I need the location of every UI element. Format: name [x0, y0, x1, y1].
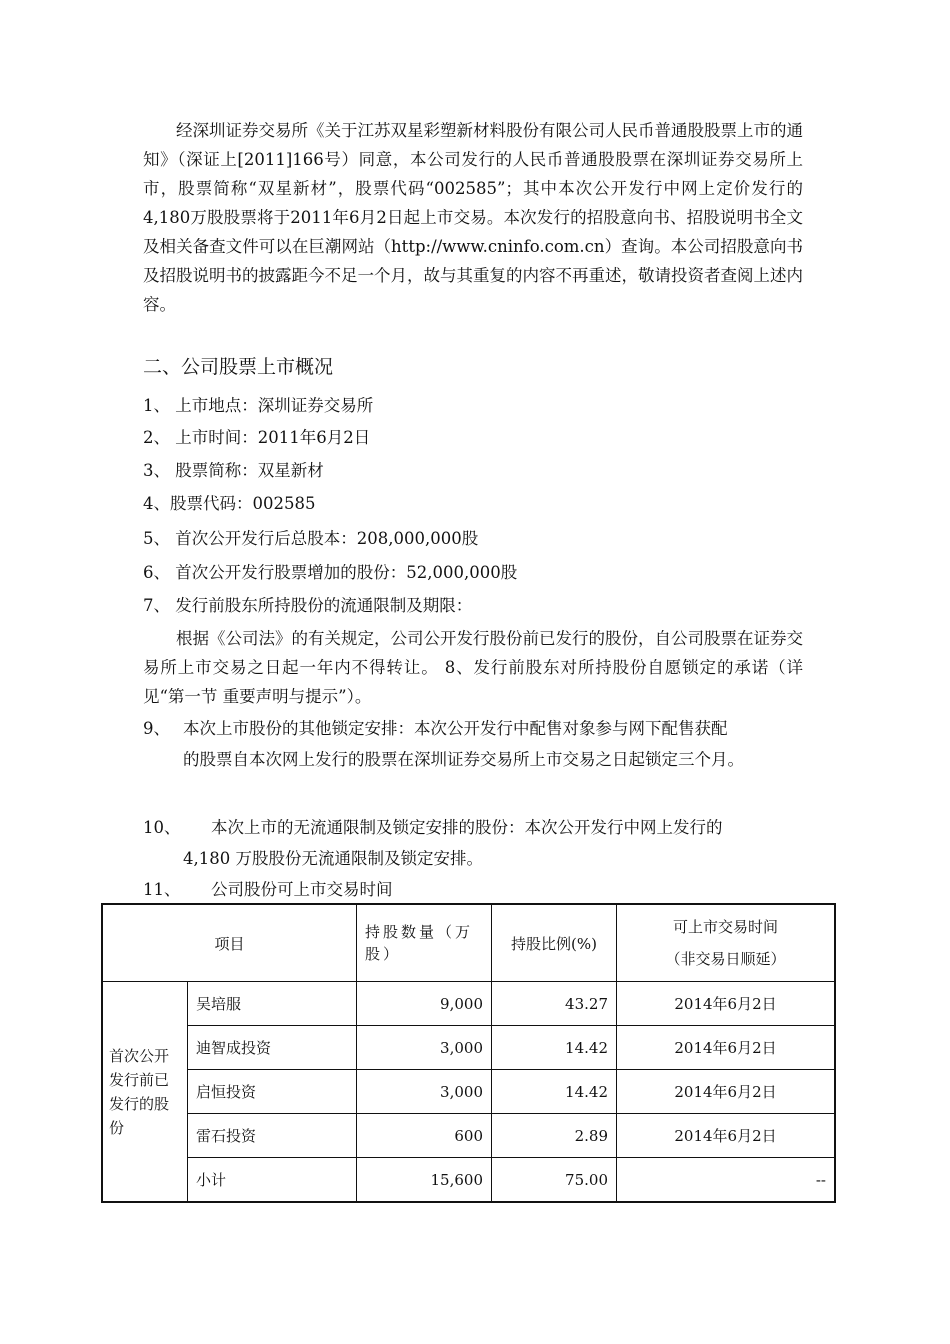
header-time-line1: 可上市交易时间: [672, 918, 778, 936]
item-text: 本次上市的无流通限制及锁定安排的股份：本次公开发行中网上发行的: [211, 818, 723, 837]
intro-paragraph: 经深圳证券交易所《关于江苏双星彩塑新材料股份有限公司人民币普通股股票上市的通知》（深证上[2011]166号）同意，本公司发行的人民币普通股股票在深圳证券交易所上市，股票简称“双星新材”，股票代码“002585”；其中本次公开发行中网上定价发行的4,180万股股票将于2011年6月2日起上市交易。本次发行的招股意向书、招股说明书全文及相关备查文件可以在巨潮网站（http://www.cninfo.com.cn）查询。本公司招股意向书及招股说明书的披露距今不足一个月，故与其重复的内容不再重述，敬请投资者查阅上述内容。: [143, 121, 803, 314]
holder-name: 启恒投资: [188, 1070, 357, 1114]
list-item-tradable-time: [143, 876, 393, 904]
list-item-new-shares: 6、 首次公开发行股票增加的股份：52,000,000股: [143, 563, 518, 582]
list-item-lockup-heading: 7、 发行前股东所持股份的流通限制及期限：: [143, 596, 473, 615]
holder-quantity: 3,000: [357, 1070, 492, 1114]
section-title: 二、公司股票上市概况: [143, 356, 334, 378]
header-percentage: 持股比例(%): [492, 904, 617, 982]
list-item-listing-date: 2、 上市时间：2011年6月2日: [143, 428, 371, 447]
holder-tradable-time: 2014年6月2日: [617, 1026, 836, 1070]
table-row: [102, 1026, 835, 1070]
holder-tradable-time: 2014年6月2日: [617, 1070, 836, 1114]
list-item-stock-abbr: 3、 股票简称：双星新材: [143, 461, 324, 480]
subtotal-quantity: 15,600: [357, 1158, 492, 1203]
holder-percentage: 14.42: [492, 1026, 617, 1070]
holder-name: 迪智成投资: [188, 1026, 357, 1070]
list-item-other-lockup: [143, 715, 728, 743]
list-item-unrestricted-shares: [143, 814, 723, 842]
list-item-total-capital: 5、 首次公开发行后总股本：208,000,000股: [143, 529, 479, 548]
subtotal-percentage: 75.00: [492, 1158, 617, 1203]
holder-percentage: 2.89: [492, 1114, 617, 1158]
lockup-paragraph: 根据《公司法》的有关规定，公司公开发行股份前已发行的股份，自公司股票在证券交易所上市交易之日起一年内不得转让。 8、发行前股东对所持股份自愿锁定的承诺（详见“第一节 重要声明与提示”）。: [143, 629, 803, 706]
header-time-line2: （非交易日顺延）: [665, 950, 786, 968]
item-text: 本次上市股份的其他锁定安排：本次公开发行中配售对象参与网下配售获配: [183, 719, 728, 738]
list-item-stock-code: 4、股票代码：002585: [143, 494, 316, 513]
table-row: [102, 1114, 835, 1158]
table-row: [102, 1070, 835, 1114]
item-number: 11、: [143, 880, 181, 899]
holder-tradable-time: 2014年6月2日: [617, 1114, 836, 1158]
item-text: 公司股份可上市交易时间: [211, 880, 393, 899]
subtotal-tradable-time: --: [617, 1158, 836, 1203]
holder-quantity: 9,000: [357, 982, 492, 1026]
header-quantity: 持股数量（万股）: [357, 904, 492, 982]
holder-quantity: 3,000: [357, 1026, 492, 1070]
holder-quantity: 600: [357, 1114, 492, 1158]
header-tradable-time: [617, 904, 836, 982]
list-item-unrestricted-shares-cont: 4,180 万股股份无流通限制及锁定安排。: [183, 849, 483, 868]
holder-name: 雷石投资: [188, 1114, 357, 1158]
table-row-subtotal: [102, 1158, 835, 1203]
list-item-other-lockup-cont: 的股票自本次网上发行的股票在深圳证券交易所上市交易之日起锁定三个月。: [183, 750, 744, 769]
list-item-listing-venue: 1、 上市地点：深圳证券交易所: [143, 396, 374, 415]
item-number: 10、: [143, 818, 181, 837]
table-row: [102, 982, 835, 1026]
subtotal-label: 小计: [188, 1158, 357, 1203]
table-header-row: [102, 904, 835, 982]
holder-percentage: 43.27: [492, 982, 617, 1026]
item-number: 9、: [143, 719, 170, 738]
header-item: 项目: [102, 904, 357, 982]
holder-tradable-time: 2014年6月2日: [617, 982, 836, 1026]
holder-name: 吴培服: [188, 982, 357, 1026]
group-label: 首次公开发行前已发行的股份: [102, 982, 188, 1203]
holder-percentage: 14.42: [492, 1070, 617, 1114]
shares-table: [101, 903, 836, 1203]
